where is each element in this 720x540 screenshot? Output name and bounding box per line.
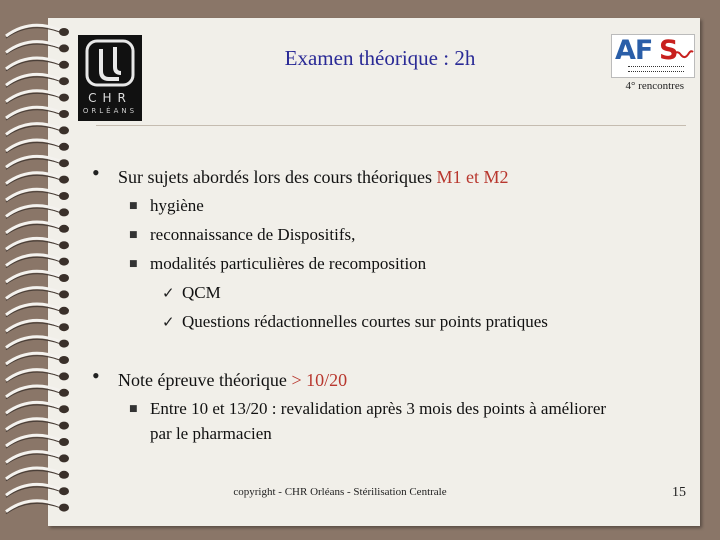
check-mark-icon: ✓	[162, 284, 175, 302]
binding-ring	[6, 484, 69, 497]
binding-ring	[6, 58, 69, 71]
binding-ring	[6, 173, 69, 186]
check-mark-icon: ✓	[162, 313, 175, 331]
bullet-2-highlight: > 10/20	[291, 370, 348, 390]
slide-subtitle: 4° rencontres	[625, 80, 684, 92]
binding-ring	[6, 189, 69, 202]
subitem-hygiene: hygiène	[150, 196, 204, 215]
slide-title: Examen théorique : 2h	[284, 46, 476, 70]
binding-ring	[6, 74, 69, 87]
binding-ring	[6, 370, 69, 383]
square-bullet-icon: ■	[129, 404, 138, 414]
binding-ring	[6, 419, 69, 432]
binding-ring	[6, 124, 69, 137]
binding-ring	[6, 320, 69, 333]
bullet-2-text-start: Note épreuve théorique	[118, 370, 292, 390]
afs-logo-s: S	[659, 35, 679, 66]
binding-ring	[6, 238, 69, 251]
bullet-2-text	[118, 370, 347, 391]
chr-logo	[78, 35, 142, 121]
binding-ring	[6, 353, 69, 366]
bullet-1-text-start: Sur sujets abordés lors des cours théoriques	[118, 167, 437, 187]
chr-emblem-icon	[85, 39, 135, 87]
page-number: 15	[672, 485, 686, 500]
binding-ring	[6, 156, 69, 169]
binding-ring	[6, 107, 69, 120]
binding-ring	[6, 91, 69, 104]
binding-ring	[6, 337, 69, 350]
binding-ring	[6, 25, 69, 38]
binding-ring	[6, 206, 69, 219]
afs-tagline	[628, 66, 684, 72]
afs-logo-af: AF	[615, 35, 653, 66]
binding-ring	[6, 402, 69, 415]
subitem-dispositifs: reconnaissance de Dispositifs,	[150, 225, 356, 244]
binding-ring	[6, 255, 69, 268]
binding-ring	[6, 288, 69, 301]
square-bullet-icon: ■	[129, 259, 138, 269]
round-bullet-icon: •	[92, 363, 100, 388]
binding-ring	[6, 140, 69, 153]
check-questions: Questions rédactionnelles courtes sur points pratiques	[182, 312, 548, 331]
square-bullet-icon: ■	[129, 230, 138, 240]
title-divider	[96, 125, 686, 126]
square-bullet-icon: ■	[129, 201, 138, 211]
bullet-1-highlight: M1 et M2	[436, 167, 509, 187]
binding-ring	[6, 386, 69, 399]
bullet-1-text	[118, 167, 508, 188]
binding-ring	[6, 435, 69, 448]
binding-ring	[6, 222, 69, 235]
subitem-revalidation: Entre 10 et 13/20 : revalidation après 3 mois des points à améliorer	[150, 399, 607, 418]
afs-wave-icon	[672, 47, 694, 61]
round-bullet-icon: •	[92, 160, 100, 185]
binding-ring	[6, 42, 69, 55]
binding-ring	[6, 304, 69, 317]
check-qcm: QCM	[182, 283, 221, 302]
subitem-pharmacien: par le pharmacien	[150, 424, 272, 443]
afs-logo	[611, 34, 695, 78]
binding-ring	[6, 468, 69, 481]
subitem-recomposition: modalités particulières de recomposition	[150, 254, 427, 273]
spiral-binding-icon	[0, 18, 80, 528]
slide-footer: copyright - CHR Orléans - Stérilisation Centrale	[233, 486, 447, 498]
chr-logo-city: ORLÉANS	[82, 107, 138, 115]
binding-ring	[6, 452, 69, 465]
binding-ring	[6, 271, 69, 284]
binding-ring	[6, 501, 69, 514]
chr-logo-name: CHR	[88, 91, 132, 105]
